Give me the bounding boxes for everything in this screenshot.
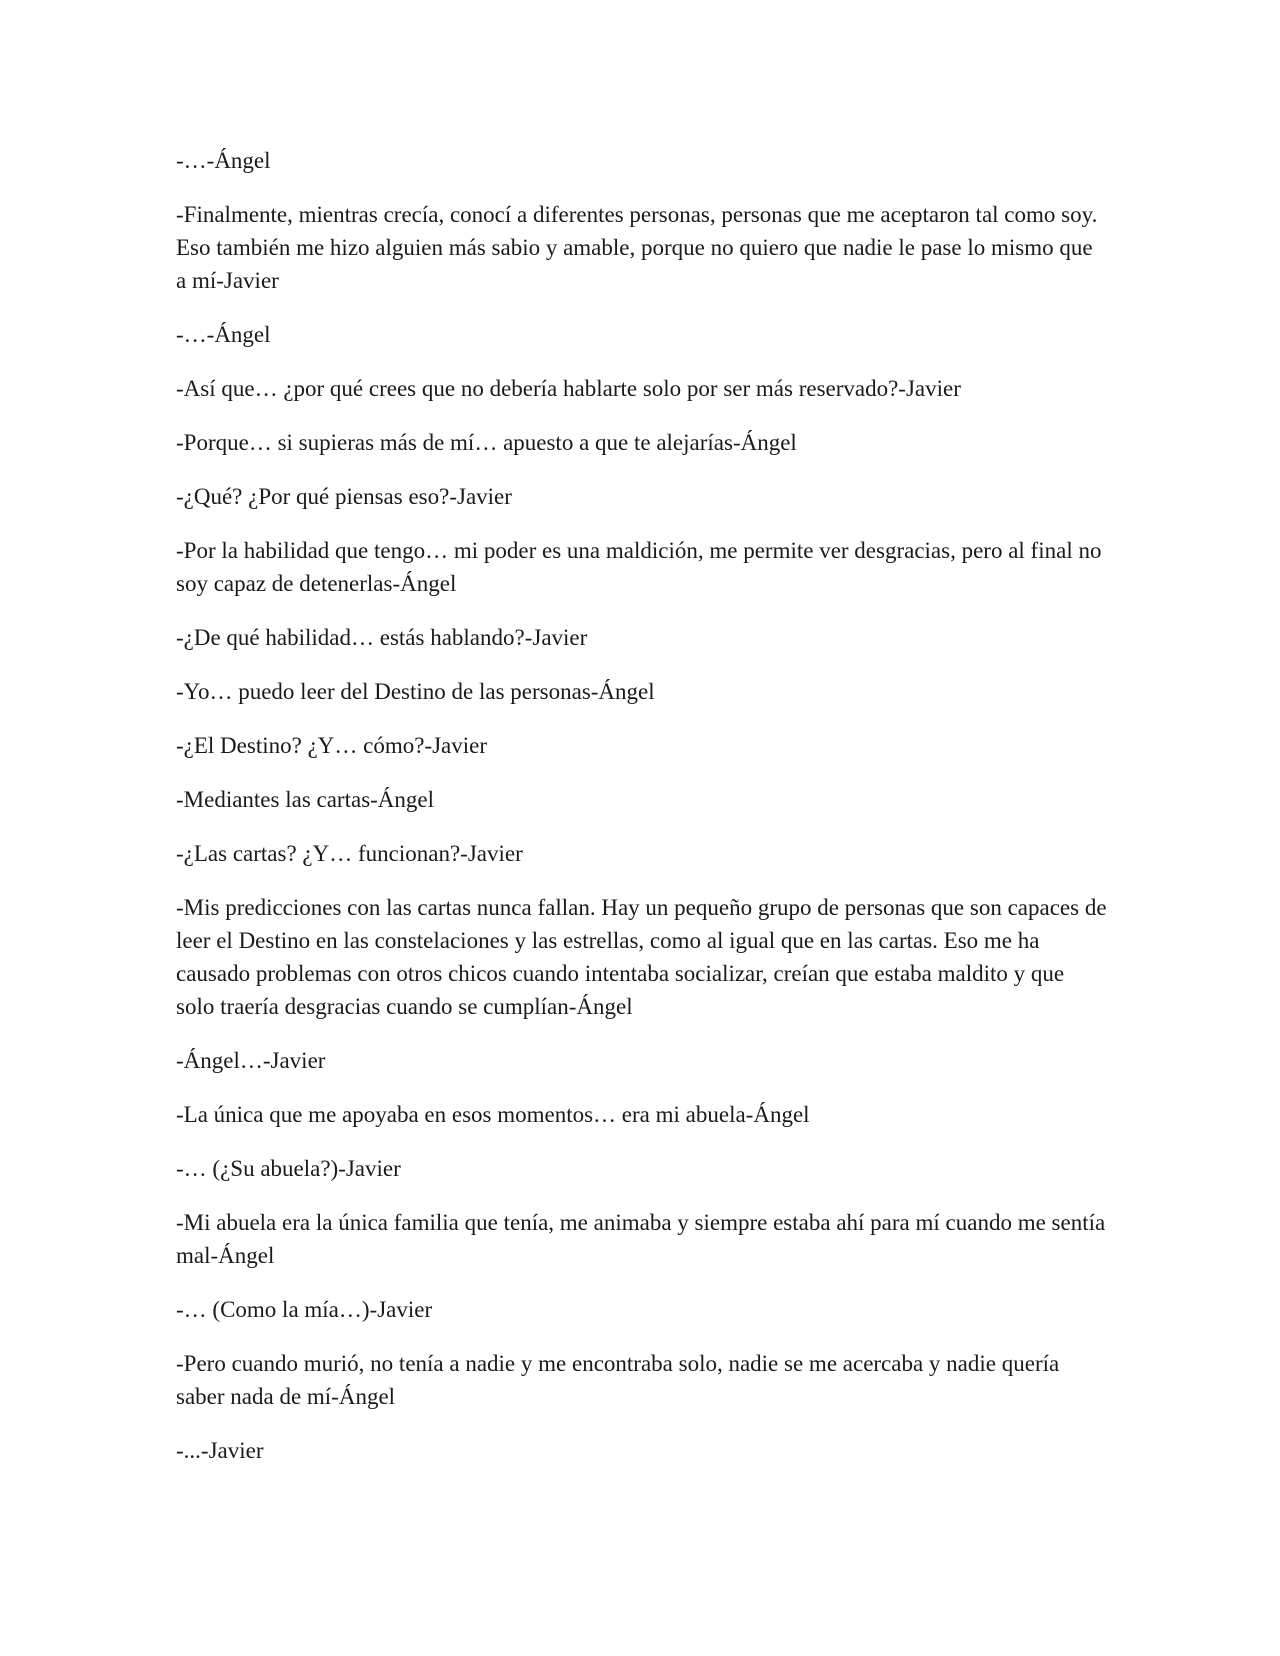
- dialogue-line: -...-Javier: [176, 1438, 264, 1463]
- dialogue-line: -Mis predicciones con las cartas nunca fallan. Hay un pequeño grupo de personas que son capaces de leer el Destino en las constelaciones y las estrellas, como al igual que en las cartas. Eso me ha causado problemas con otros chicos cuando intentaba socializar, creían que estaba maldito y que solo traería desgracias cuando se cumplían-Ángel: [176, 895, 1107, 1019]
- dialogue-line: -¿Las cartas? ¿Y… funcionan?-Javier: [176, 841, 523, 866]
- dialogue-line: -…-Ángel: [176, 148, 271, 173]
- dialogue-line: -… (Como la mía…)-Javier: [176, 1297, 433, 1322]
- dialogue-line: -Ángel…-Javier: [176, 1048, 326, 1073]
- dialogue-line: -Mi abuela era la única familia que tenía, me animaba y siempre estaba ahí para mí cuando me sentía mal-Ángel: [176, 1210, 1106, 1268]
- dialogue-line: -Porque… si supieras más de mí… apuesto a que te alejarías-Ángel: [176, 430, 797, 455]
- dialogue-line: -¿El Destino? ¿Y… cómo?-Javier: [176, 733, 488, 758]
- dialogue-line: -Por la habilidad que tengo… mi poder es una maldición, me permite ver desgracias, pero al final no soy capaz de detenerlas-Ángel: [176, 538, 1102, 596]
- dialogue-line: -Mediantes las cartas-Ángel: [176, 787, 435, 812]
- dialogue-line: -Así que… ¿por qué crees que no debería hablarte solo por ser más reservado?-Javier: [176, 376, 961, 401]
- dialogue-line: -La única que me apoyaba en esos momentos… era mi abuela-Ángel: [176, 1102, 810, 1127]
- dialogue-line: -… (¿Su abuela?)-Javier: [176, 1156, 401, 1181]
- dialogue-line: -Pero cuando murió, no tenía a nadie y me encontraba solo, nadie se me acercaba y nadie quería saber nada de mí-Ángel: [176, 1351, 1060, 1409]
- dialogue-line: -¿Qué? ¿Por qué piensas eso?-Javier: [176, 484, 512, 509]
- dialogue-line: -Yo… puedo leer del Destino de las personas-Ángel: [176, 679, 655, 704]
- dialogue-line: -…-Ángel: [176, 322, 271, 347]
- dialogue-line: -¿De qué habilidad… estás hablando?-Javier: [176, 625, 588, 650]
- dialogue-line: -Finalmente, mientras crecía, conocí a diferentes personas, personas que me aceptaron tal como soy. Eso también me hizo alguien más sabio y amable, porque no quiero que nadie le pase lo mismo que a mí-Javier: [176, 202, 1098, 293]
- page-body: [176, 144, 1108, 1488]
